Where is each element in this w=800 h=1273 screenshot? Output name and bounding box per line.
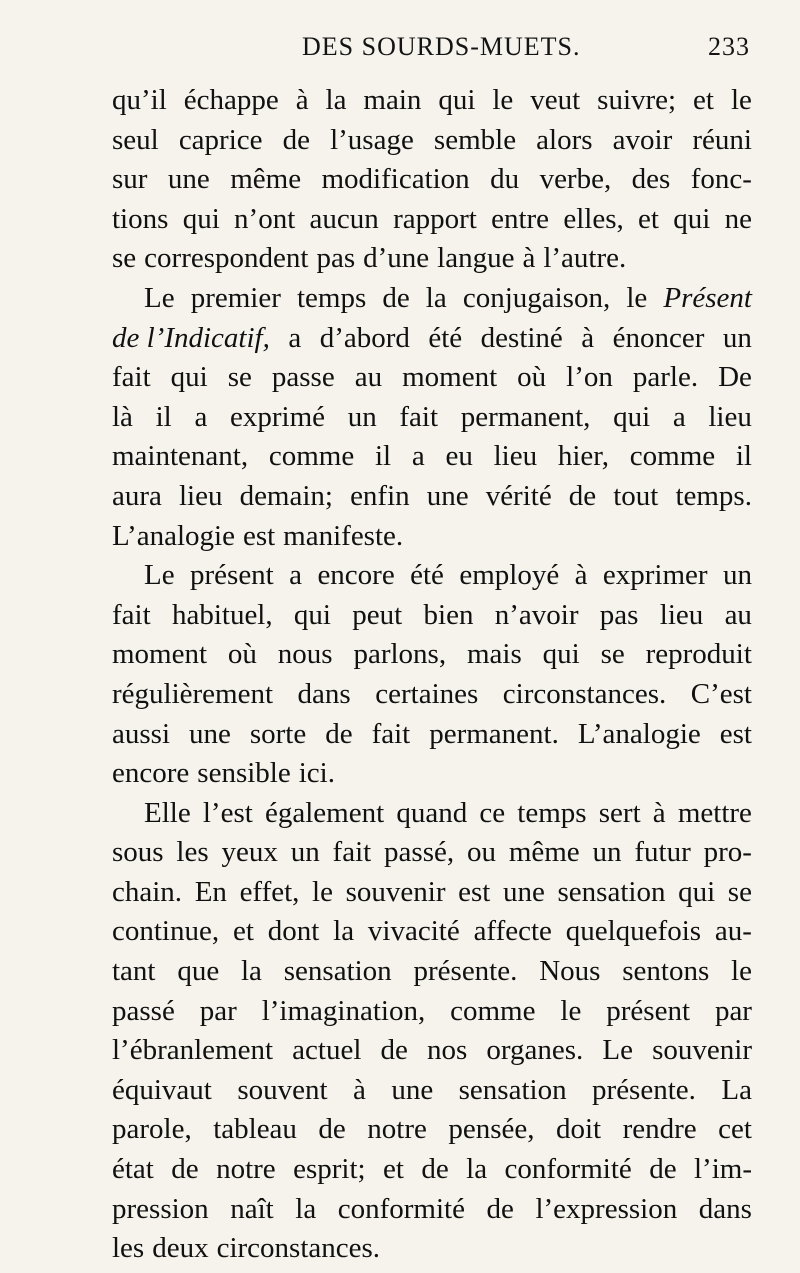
word: comme	[450, 994, 536, 1027]
word: de	[568, 479, 597, 512]
word: le	[560, 994, 582, 1027]
word: se	[112, 242, 137, 275]
word: aura	[112, 479, 162, 512]
word: passé,	[384, 836, 455, 869]
word: l’autre.	[543, 242, 627, 275]
text-line	[112, 754, 752, 794]
word: L’analogie	[112, 519, 235, 552]
word: moment	[402, 361, 498, 394]
text-line	[112, 873, 752, 913]
word: main	[363, 84, 422, 116]
word: qui	[542, 638, 580, 671]
word: parlons,	[353, 638, 447, 671]
word: sur	[112, 163, 148, 196]
word: elles,	[563, 202, 624, 235]
word: entre	[491, 202, 550, 235]
word: a	[194, 400, 208, 433]
text-line	[112, 596, 752, 636]
word: sensible	[197, 757, 291, 790]
word: les	[176, 836, 209, 869]
text-line	[112, 715, 752, 755]
text-line	[112, 1110, 752, 1150]
word: Présent	[663, 281, 752, 314]
word: bien	[423, 598, 474, 631]
word: L’analogie	[577, 717, 701, 750]
word: ce	[479, 796, 506, 829]
text-line	[112, 517, 752, 557]
word: présente.	[592, 1073, 696, 1106]
word: réuni	[692, 123, 752, 156]
word: C’est	[690, 677, 752, 710]
word: présente.	[413, 955, 518, 988]
text-line	[112, 992, 752, 1032]
word: Le	[144, 559, 175, 592]
word: doit	[556, 1113, 602, 1146]
word: tant	[112, 955, 156, 988]
word: sensation	[283, 955, 392, 988]
word: organes.	[486, 1034, 584, 1067]
word: ne	[724, 202, 752, 235]
word: état	[112, 1153, 154, 1186]
word: l’im-	[693, 1153, 752, 1186]
word: nos	[426, 1034, 468, 1067]
word: fait	[112, 361, 151, 394]
word: par	[714, 994, 752, 1027]
word: certaines	[375, 677, 479, 710]
word: parle.	[632, 361, 699, 394]
text-line	[112, 81, 752, 121]
word: pression	[112, 1192, 209, 1225]
word: l’est	[202, 796, 253, 829]
word: du	[490, 163, 520, 196]
word: nous	[277, 638, 333, 671]
word: langue	[437, 242, 515, 275]
word: ici.	[298, 757, 335, 790]
word: de	[649, 1153, 677, 1186]
word: pensée,	[448, 1113, 535, 1146]
word: il	[735, 440, 752, 473]
word: l’expression	[535, 1192, 678, 1225]
word: sensation	[458, 1073, 567, 1106]
word: été	[428, 321, 463, 354]
word: fait	[371, 717, 411, 750]
word: permanent,	[460, 400, 591, 433]
word: un	[722, 321, 752, 354]
word: passé	[112, 994, 175, 1027]
word: a	[288, 321, 302, 354]
word: qui	[438, 84, 476, 116]
word: De	[718, 361, 752, 394]
word: notre	[216, 1153, 276, 1186]
text-line	[112, 1150, 752, 1190]
word: de	[486, 1192, 514, 1225]
word: la	[425, 281, 447, 314]
word: où	[517, 361, 547, 394]
word: à	[581, 321, 595, 354]
word: mettre	[677, 796, 752, 829]
word: Nous	[539, 955, 601, 988]
word: a	[411, 440, 425, 473]
word: un	[290, 836, 320, 869]
word: encore	[317, 559, 395, 592]
word: énoncer	[612, 321, 705, 354]
word: exprimer	[602, 559, 708, 592]
word: au-	[714, 915, 752, 948]
word: actuel	[292, 1034, 362, 1067]
word: de	[318, 1113, 346, 1146]
word: le	[312, 875, 333, 908]
word: maintenant,	[112, 440, 249, 473]
text-line	[112, 279, 752, 319]
word: lieu	[659, 598, 704, 631]
word: Elle	[144, 796, 191, 829]
word: d’une	[363, 242, 430, 275]
word: Le	[144, 281, 175, 314]
word: conformité	[504, 1153, 632, 1186]
word: premier	[190, 281, 281, 314]
word: à	[295, 84, 309, 116]
word: correspondent	[144, 242, 309, 275]
word: vivacité	[367, 915, 460, 948]
word: la	[295, 1192, 317, 1225]
word: régulièrement	[112, 677, 274, 710]
word: au	[354, 361, 383, 394]
word: qui	[673, 202, 711, 235]
word: vérité	[485, 479, 552, 512]
word: le	[492, 84, 514, 116]
word: qu’il	[112, 84, 167, 116]
word: il	[374, 440, 392, 473]
word: une	[167, 163, 210, 196]
word: circonstances.	[502, 677, 667, 710]
word: présent	[606, 994, 691, 1027]
word: futur	[634, 836, 691, 869]
page-header	[110, 32, 750, 68]
word: mais	[466, 638, 522, 671]
word: Le	[602, 1034, 633, 1067]
text-line	[112, 121, 752, 161]
word: comme	[268, 440, 355, 473]
word: quand	[396, 796, 468, 829]
word: continue,	[112, 915, 220, 948]
word: souvenir	[345, 875, 446, 908]
word: présent	[190, 559, 274, 592]
word: exprimé	[230, 400, 326, 433]
word: reproduit	[645, 638, 752, 671]
word: tout	[613, 479, 659, 512]
word: et	[383, 1153, 404, 1186]
word: à	[652, 796, 666, 829]
word: temps	[517, 796, 587, 829]
word: eu	[445, 440, 473, 473]
word: tions	[112, 202, 169, 235]
text-line	[112, 1190, 752, 1230]
word: demain;	[239, 479, 333, 512]
word: où	[227, 638, 257, 671]
word: échappe	[183, 84, 279, 116]
word: de	[421, 1153, 449, 1186]
word: avoir	[612, 123, 673, 156]
word: se	[727, 875, 752, 908]
word: d’abord	[319, 321, 410, 354]
word: par	[199, 994, 237, 1027]
text-line	[112, 200, 752, 240]
word: est	[242, 519, 276, 552]
word: alors	[536, 123, 593, 156]
word: seul	[112, 123, 159, 156]
word: aussi	[112, 717, 170, 750]
word: a	[672, 400, 686, 433]
word: n’ont	[234, 202, 296, 235]
text-line	[112, 358, 752, 398]
word: qui	[293, 598, 331, 631]
word: de	[380, 1034, 408, 1067]
running-head: DES SOURDS-MUETS.	[302, 32, 581, 61]
word: un	[722, 559, 752, 592]
word: verbe,	[539, 163, 612, 196]
word: rendre	[622, 1113, 697, 1146]
word: yeux	[221, 836, 278, 869]
word: employé	[459, 559, 560, 592]
word: un	[592, 836, 622, 869]
word: qui	[678, 875, 716, 908]
body-text	[112, 81, 752, 1269]
word: sentons	[622, 955, 710, 988]
word: même	[508, 836, 580, 869]
word: fonc-	[690, 163, 752, 196]
word: des	[631, 163, 671, 196]
word: une	[503, 875, 545, 908]
word: pas	[316, 242, 356, 275]
word: La	[721, 1073, 752, 1106]
word: semble	[433, 123, 517, 156]
word: même	[230, 163, 302, 196]
word: effet,	[239, 875, 300, 908]
word: sous	[112, 836, 164, 869]
word: En	[194, 875, 227, 908]
word: là	[112, 400, 133, 433]
word: pro-	[703, 836, 752, 869]
word: l’imagination,	[261, 994, 426, 1027]
word: permanent.	[429, 717, 559, 750]
word: comme	[629, 440, 716, 473]
word: et	[232, 915, 254, 948]
word: peut	[352, 598, 403, 631]
text-line	[112, 160, 752, 200]
word: cet	[718, 1113, 752, 1146]
word: la	[241, 955, 262, 988]
text-line	[112, 477, 752, 517]
word: notre	[367, 1113, 427, 1146]
word: à	[522, 242, 536, 275]
word: équivaut	[112, 1073, 212, 1106]
word: sorte	[249, 717, 307, 750]
word: fait	[112, 598, 151, 631]
word: également	[264, 796, 385, 829]
word: de	[282, 123, 310, 156]
word: la	[466, 1153, 488, 1186]
word: deux	[152, 1232, 209, 1265]
word: dont	[267, 915, 320, 948]
text-line	[112, 319, 752, 359]
text-line	[112, 437, 752, 477]
word: les	[112, 1232, 145, 1265]
word: le	[731, 955, 752, 988]
word: fait	[399, 400, 439, 433]
word: la	[325, 84, 347, 116]
text-line	[112, 556, 752, 596]
word: naît	[230, 1192, 274, 1225]
word: a	[289, 559, 303, 592]
text-line	[112, 1229, 752, 1269]
text-line	[112, 833, 752, 873]
word: destiné	[480, 321, 563, 354]
word: et	[638, 202, 659, 235]
word: fait	[332, 836, 372, 869]
word: qui	[613, 400, 651, 433]
word: dans	[698, 1192, 752, 1225]
word: suivre;	[597, 84, 677, 116]
word: tableau	[213, 1113, 297, 1146]
word: rapport	[393, 202, 477, 235]
word: passe	[271, 361, 335, 394]
word: hier,	[557, 440, 610, 473]
word: sensation	[557, 875, 666, 908]
word: un	[347, 400, 377, 433]
word: lieu	[493, 440, 538, 473]
word: à	[574, 559, 588, 592]
word: temps	[296, 281, 367, 314]
word: est	[458, 875, 491, 908]
word: une	[426, 479, 469, 512]
word: parole,	[112, 1113, 192, 1146]
word: sert	[598, 796, 641, 829]
word: souvenir	[652, 1034, 752, 1067]
word: et	[693, 84, 714, 116]
word: il	[155, 400, 172, 433]
word: moment	[112, 638, 208, 671]
word: été	[410, 559, 444, 592]
word: à	[352, 1073, 366, 1106]
word: est	[719, 717, 752, 750]
word: lieu	[178, 479, 223, 512]
word: une	[391, 1073, 434, 1106]
word: habituel,	[171, 598, 273, 631]
word: quelquefois	[565, 915, 702, 948]
word: lieu	[708, 400, 752, 433]
word: l’ébranlement	[112, 1034, 274, 1067]
page-number: 233	[708, 32, 750, 61]
text-line	[112, 952, 752, 992]
text-line	[112, 239, 752, 279]
word: caprice	[178, 123, 263, 156]
word: l’on	[566, 361, 613, 394]
word: encore	[112, 757, 190, 790]
word: manifeste.	[283, 519, 404, 552]
word: de	[325, 717, 353, 750]
word: modification	[321, 163, 470, 196]
word: pas	[599, 598, 639, 631]
text-line	[112, 398, 752, 438]
word: souvent	[237, 1073, 328, 1106]
word: n’avoir	[494, 598, 579, 631]
word: esprit;	[293, 1153, 366, 1186]
text-line	[112, 794, 752, 834]
text-line	[112, 912, 752, 952]
word: de	[171, 1153, 199, 1186]
word: de	[382, 281, 410, 314]
word: temps.	[675, 479, 752, 512]
word: enfin	[350, 479, 410, 512]
word: se	[227, 361, 252, 394]
word: au	[724, 598, 752, 631]
text-line	[112, 1071, 752, 1111]
word: la	[333, 915, 355, 948]
word: circonstances.	[216, 1232, 381, 1265]
word: dans	[297, 677, 351, 710]
text-line	[112, 1031, 752, 1071]
word: aucun	[309, 202, 379, 235]
word: qui	[182, 202, 220, 235]
word: une	[188, 717, 231, 750]
text-line	[112, 675, 752, 715]
text-line	[112, 635, 752, 675]
word: le	[626, 281, 648, 314]
word: qui	[170, 361, 208, 394]
word: conformité	[337, 1192, 465, 1225]
word: affecte	[473, 915, 552, 948]
word: de l’Indicatif,	[112, 321, 270, 354]
word: le	[730, 84, 752, 116]
word: que	[177, 955, 220, 988]
word: l’usage	[330, 123, 414, 156]
word: conjugaison,	[462, 281, 611, 314]
word: ou	[466, 836, 496, 869]
word: veut	[530, 84, 581, 116]
word: chain.	[112, 875, 183, 908]
word: se	[600, 638, 625, 671]
